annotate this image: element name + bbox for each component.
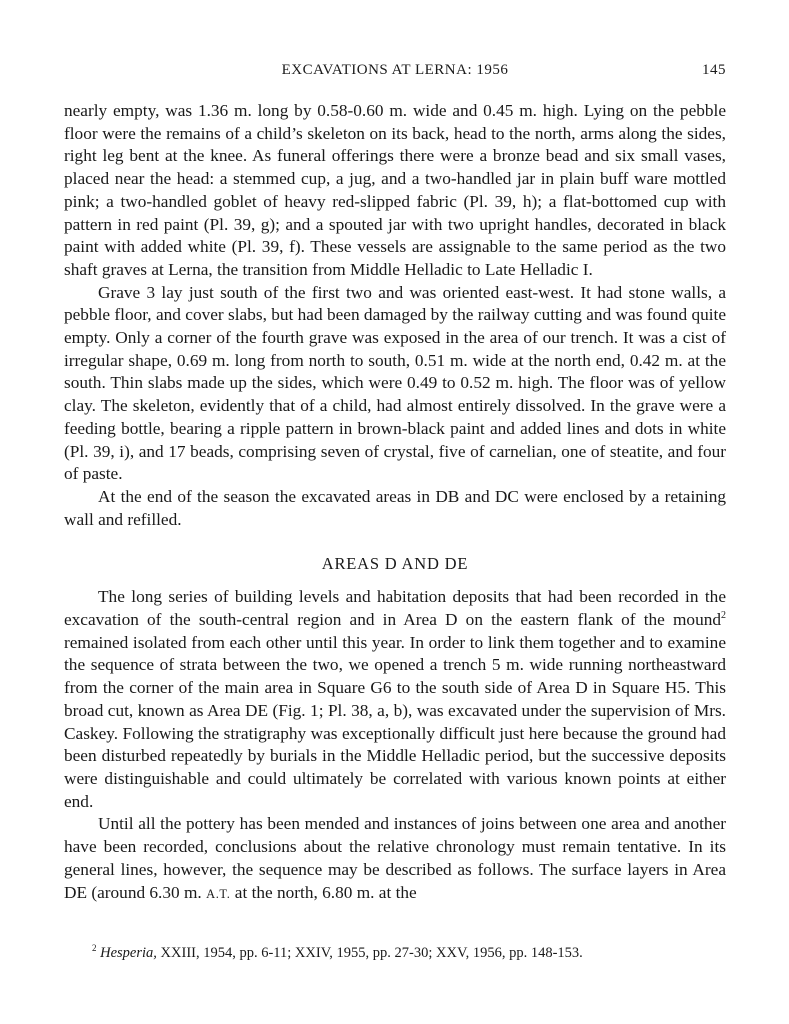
- paragraph-grave-3: Grave 3 lay just south of the first two and was oriented east-west. It had stone walls, a pebble floor, and cover slabs, but had been damaged by the railway cutting and was found quite empty. Only a corner of the fourth grave was exposed in the area of our trench. It was a cist of irregular shape, 0.69 m. long from north to south, 0.51 m. wide at the north end, 0.42 m. at the south. Thin slabs made up the sides, which were 0.49 to 0.52 m. high. The floor was of yellow clay. The skeleton, evidently that of a child, had almost entirely dissolved. In the grave were a feeding bottle, bearing a ripple pattern in brown-black paint and added lines and dots in white (Pl. 39, i), and 17 beads, comprising seven of crystal, five of carnelian, one of steatite, and four of paste.: [64, 282, 726, 484]
- section-heading: AREAS D AND DE: [321, 554, 469, 574]
- footnote-reference: 2: [721, 610, 726, 622]
- footnote-text: XXIII, 1954, pp. 6-11; XXIV, 1955, pp. 27-30; XXV, 1956, pp. 148-153.: [160, 945, 583, 961]
- page-number: 145: [702, 62, 726, 78]
- footnote-journal: Hesperia,: [100, 945, 157, 961]
- paragraph-sequence: [64, 813, 726, 905]
- paragraph-season-end: At the end of the season the excavated areas in DB and DC were enclosed by a retaining wall and refilled.: [64, 486, 726, 529]
- footnote: [64, 944, 726, 962]
- paragraph-text: Until all the pottery has been mended and instances of joins between one area and another have been recorded, conclusions about the relative chronology must remain tentative. In its general lines, however, the sequence may be described as follows. The surface layers in Area DE (around 6.30 m.: [64, 814, 726, 902]
- paragraph-areas-d-de: [64, 586, 726, 813]
- paragraph-grave-2-continued: nearly empty, was 1.36 m. long by 0.58-0.60 m. wide and 0.45 m. high. Lying on the pebble floor were the remains of a child’s skeleton on its back, head to the north, arms along the sides, right leg bent at the knee. As funeral offerings there were a bronze bead and six small vases, placed near the head: a stemmed cup, a jug, and a two-handled jar in plain buff ware mottled pink; a two-handled goblet of heavy red-slipped fabric (Pl. 39, h); a flat-bottomed cup with pattern in red paint (Pl. 39, g); and a spouted jar with two upright handles, decorated in black paint with added white (Pl. 39, f). These vessels are assignable to the same period as the two shaft graves at Lerna, the transition from Middle Helladic to Late Helladic I.: [64, 101, 726, 279]
- body-text: [64, 100, 726, 905]
- running-title: EXCAVATIONS AT LERNA: 1956: [281, 62, 509, 78]
- running-header: [64, 62, 726, 84]
- paragraph-text: The long series of building levels and habitation deposits that had been recorded in the excavation of the south-central region and in Area D on the eastern flank of the mound: [64, 587, 726, 630]
- paragraph-text: remained isolated from each other until this year. In order to link them together and to examine the sequence of strata between the two, we opened a trench 5 m. wide running northeastward from the corner of the main area in Square G6 to the south side of Area D in Square H5. This broad cut, known as Area DE (Fig. 1; Pl. 38, a, b), was excavated under the supervision of Mrs. Caskey. Following the stratigraphy was exceptionally difficult just here because the ground had been disturbed repeatedly by burials in the Middle Helladic period, but the successive deposits were distinguishable and could ultimately be correlated with various known points at either end.: [64, 632, 726, 811]
- paragraph-text: at the north, 6.80 m. at the: [234, 882, 417, 902]
- abbreviation-small-caps: A.T.: [206, 886, 231, 901]
- footnote-mark: 2: [92, 943, 97, 954]
